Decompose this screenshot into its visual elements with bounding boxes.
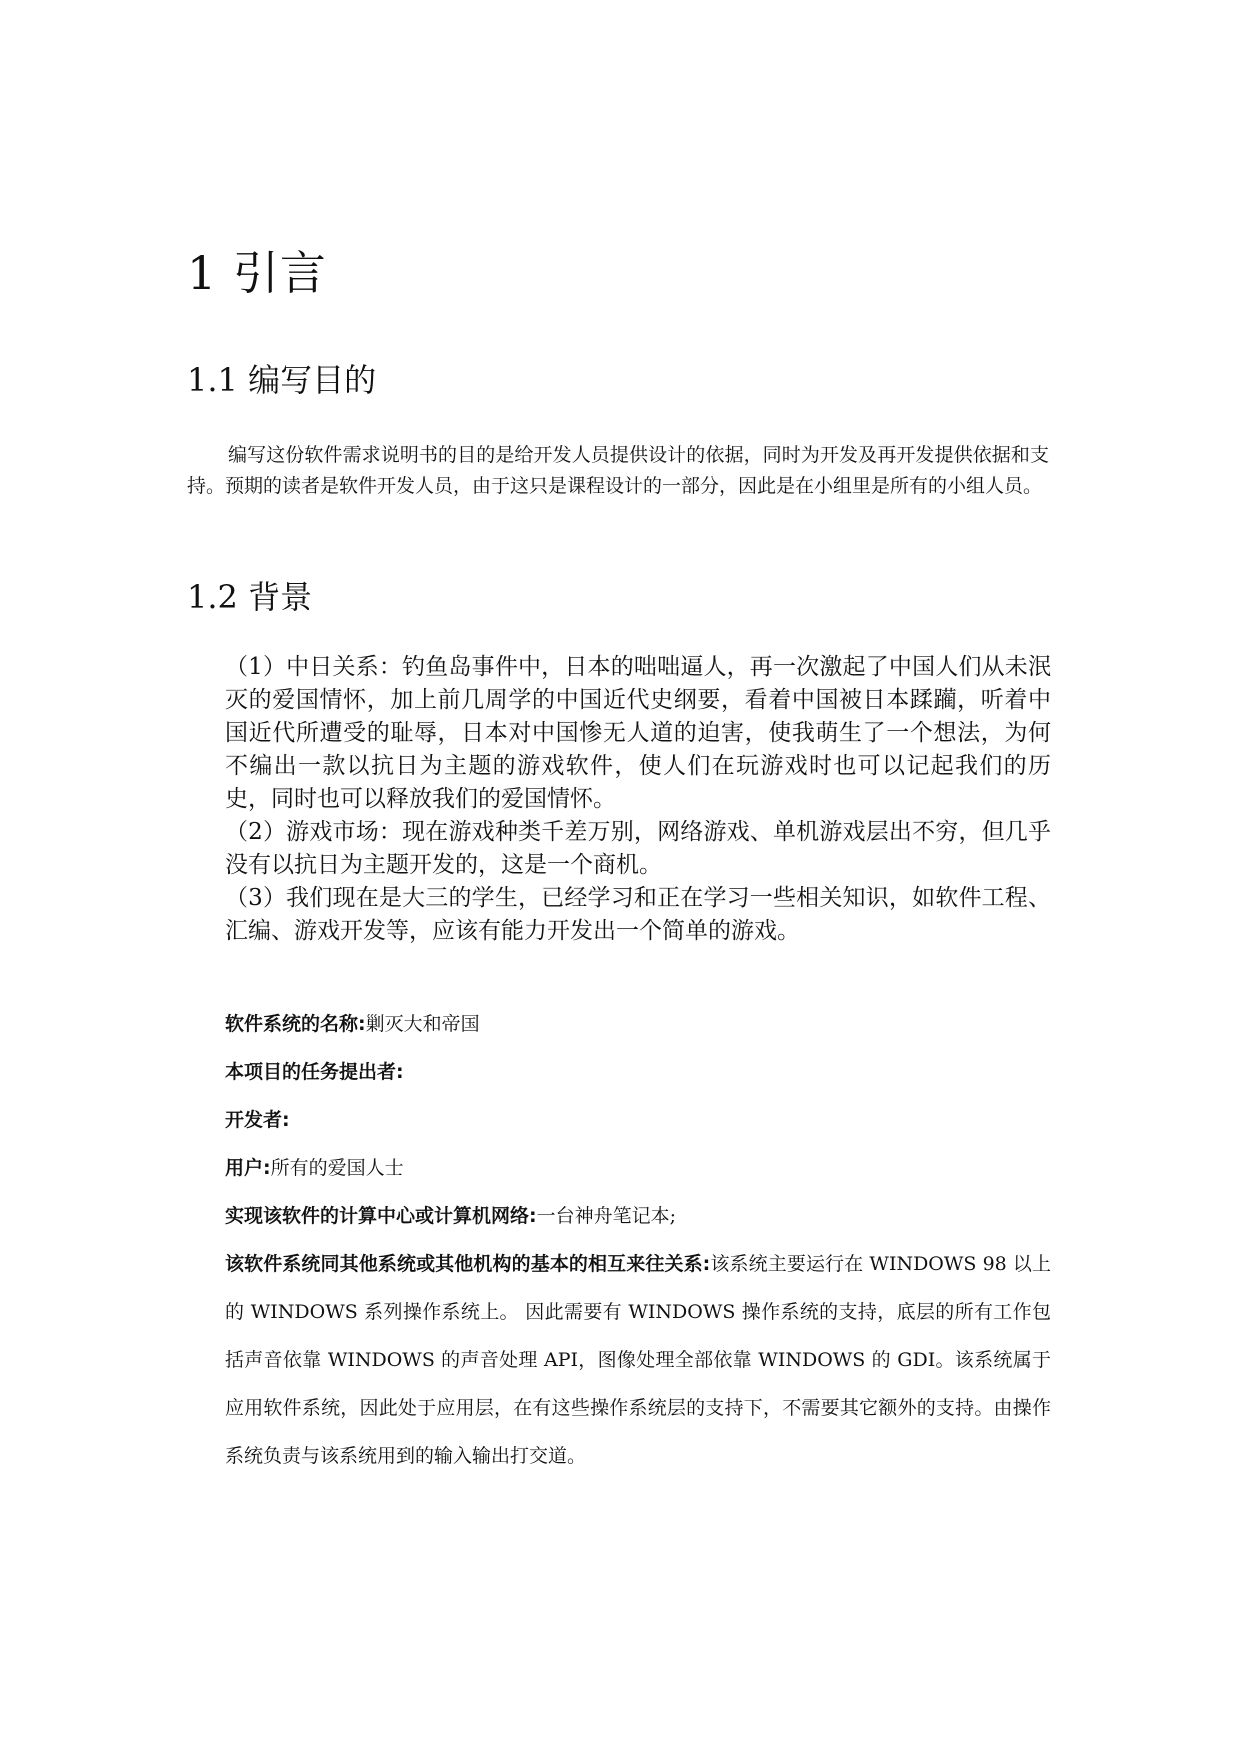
- project-info: [225, 1000, 1051, 1480]
- info-label: 本项目的任务提出者:: [225, 1061, 404, 1083]
- info-row-computing: [225, 1192, 1051, 1240]
- section-heading-background: 1.2 背景: [187, 578, 313, 616]
- background-item: （1）中日关系：钓鱼岛事件中，日本的咄咄逼人，再一次激起了中国人们从未泯灭的爱国情怀，加上前几周学的中国近代史纲要，看着中国被日本蹂躏，听着中国近代所遭受的耻辱，日本对中国惨无人道的迫害，使我萌生了一个想法，为何不编出一款以抗日为主题的游戏软件，使人们在玩游戏时也可以记起我们的历史，同时也可以释放我们的爱国情怀。: [225, 654, 1051, 812]
- info-label: 实现该软件的计算中心或计算机网络:: [225, 1205, 537, 1227]
- info-label: 用户:: [225, 1157, 271, 1179]
- section-heading-purpose: 1.1 编写目的: [187, 361, 377, 399]
- info-row-relation: [225, 1240, 1051, 1480]
- background-item: （3）我们现在是大三的学生，已经学习和正在学习一些相关知识，如软件工程、汇编、游戏开发等，应该有能力开发出一个简单的游戏。: [225, 885, 1051, 944]
- info-value: 该系统主要运行在 WINDOWS 98 以上的 WINDOWS 系列操作系统上。 因此需要有 WINDOWS 操作系统的支持，底层的所有工作包括声音依靠 WINDOWS 的声音处理 API，图像处理全部依靠 WINDOWS 的 GDI。该系统属于应用软件系统，因此处于应用层，在有这些操作系统层的支持下，不需要其它额外的支持。由操作系统负责与该系统用到的输入输出打交道。: [225, 1253, 1052, 1467]
- info-value: 一台神舟笔记本;: [536, 1205, 677, 1227]
- info-label: 开发者:: [225, 1109, 290, 1131]
- info-row-developer: [225, 1096, 1051, 1144]
- info-label: 软件系统的名称:: [225, 1013, 366, 1035]
- info-value: 所有的爱国人士: [270, 1157, 404, 1179]
- info-row-proposer: [225, 1048, 1051, 1096]
- background-item: （2）游戏市场：现在游戏种类千差万别，网络游戏、单机游戏层出不穷，但几乎没有以抗日为主题开发的，这是一个商机。: [225, 819, 1051, 878]
- info-label: 该软件系统同其他系统或其他机构的基本的相互来往关系:: [225, 1253, 711, 1275]
- background-list: [225, 651, 1051, 948]
- info-row-system-name: [225, 1000, 1051, 1048]
- info-value: 剿灭大和帝国: [365, 1013, 480, 1035]
- info-row-user: [225, 1144, 1051, 1192]
- chapter-title: 1 引言: [187, 246, 327, 300]
- purpose-paragraph: 编写这份软件需求说明书的目的是给开发人员提供设计的依据，同时为开发及再开发提供依据和支持。预期的读者是软件开发人员，由于这只是课程设计的一部分，因此是在小组里是所有的小组人员。: [187, 444, 1049, 497]
